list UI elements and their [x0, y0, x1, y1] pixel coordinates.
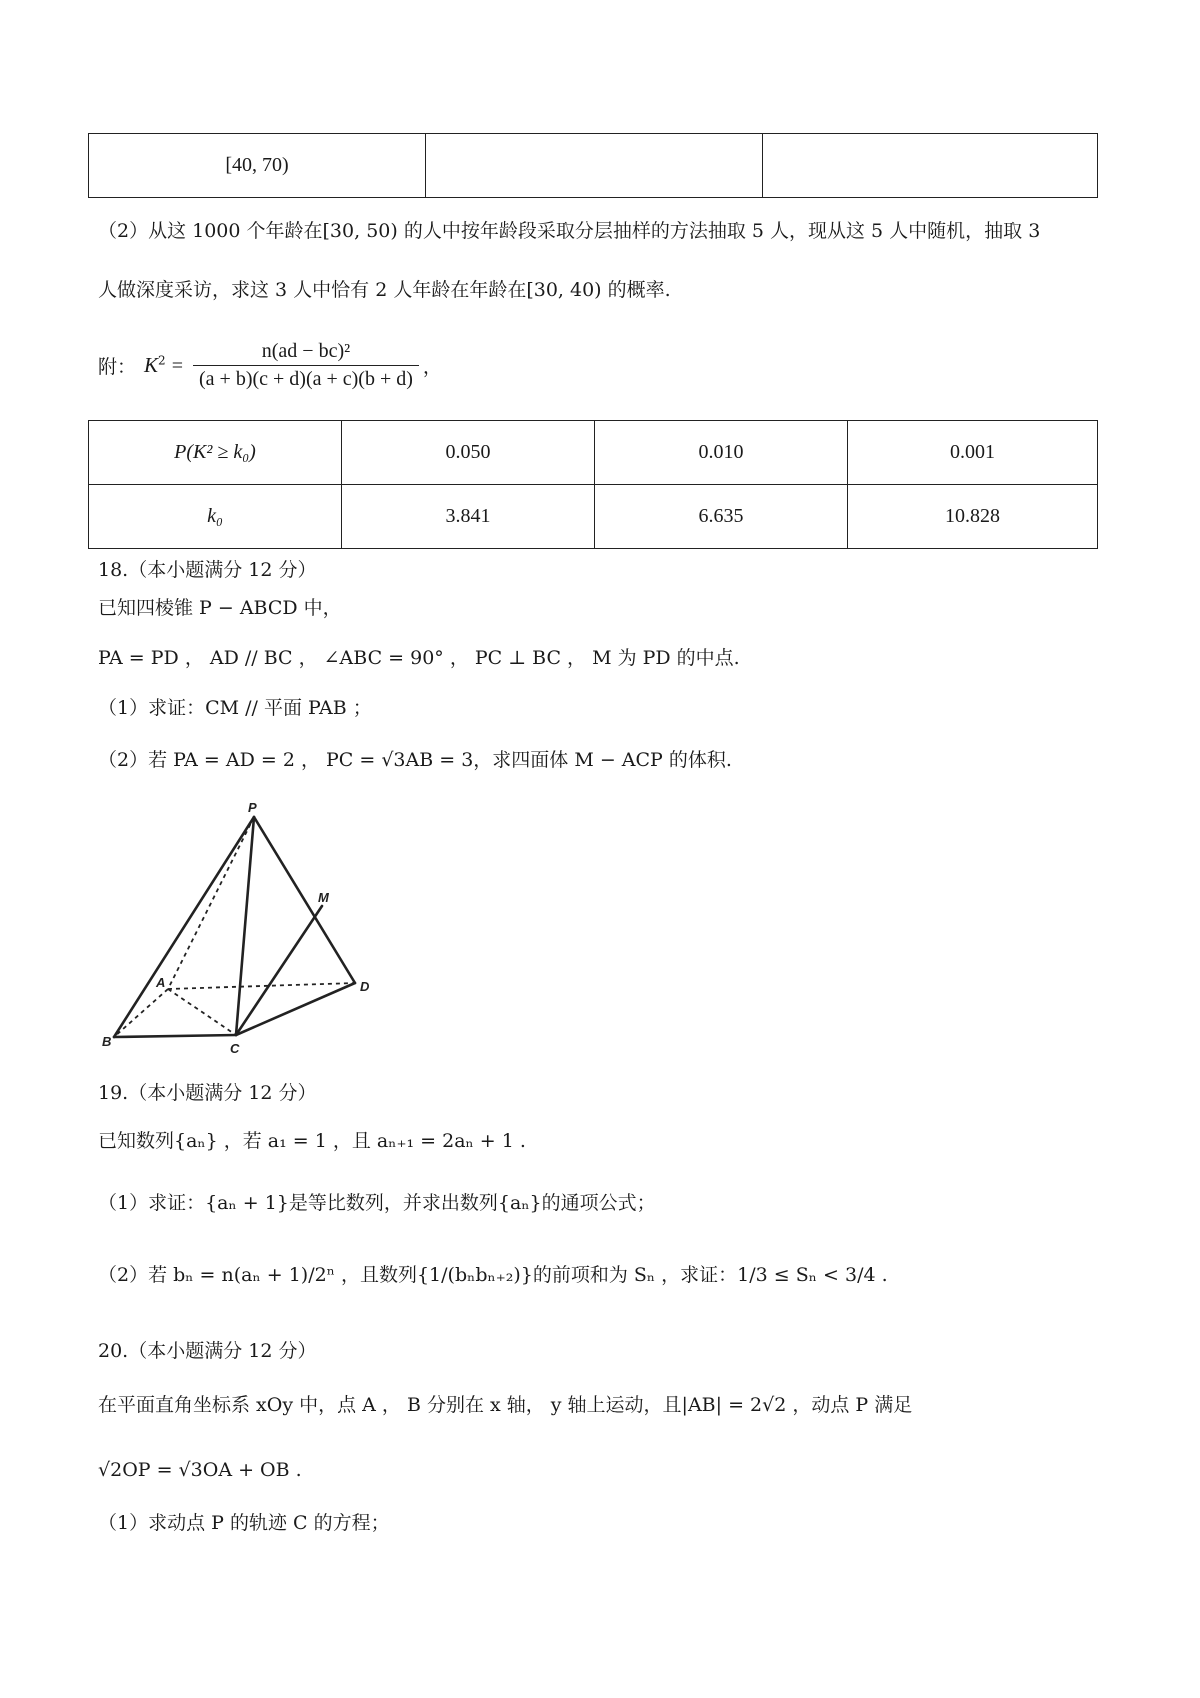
k-table-cell: 0.001 — [848, 421, 1098, 485]
edge-PC — [236, 817, 254, 1035]
chi-square-table — [88, 420, 1098, 549]
k-table-row2-label: k₀ — [89, 485, 342, 549]
q18-conditions: PA = PD ， AD // BC ， ∠ABC = 90° ， PC ⊥ BC ， M 为 PD 的中点. — [98, 647, 740, 669]
age-table-empty-cell — [426, 134, 763, 198]
q18-part1: （1）求证：CM // 平面 PAB ； — [98, 697, 372, 719]
q19-intro: 已知数列{aₙ} ，若 a₁ = 1 ，且 aₙ₊₁ = 2aₙ + 1 . — [98, 1130, 526, 1152]
pyramid-figure — [100, 795, 390, 1055]
label-P: P — [248, 800, 257, 815]
q19-part2: （2）若 bₙ = n(aₙ + 1)/2ⁿ ，且数列{1/(bₙbₙ₊₂)}的前项和为 Sₙ ，求证：1/3 ≤ Sₙ < 3/4 . — [98, 1264, 888, 1286]
k-table-cell: 0.050 — [342, 421, 595, 485]
edge-PB — [114, 817, 254, 1037]
q19-part1: （1）求证：{aₙ + 1}是等比数列，并求出数列{aₙ}的通项公式； — [98, 1192, 656, 1214]
q20-intro: 在平面直角坐标系 xOy 中，点 A ， B 分别在 x 轴， y 轴上运动，且|AB| = 2√2 ，动点 P 满足 — [98, 1394, 913, 1416]
q18-header: 18.（本小题满分 12 分） — [98, 559, 317, 581]
age-table-empty-cell — [763, 134, 1098, 198]
q20-header: 20.（本小题满分 12 分） — [98, 1340, 317, 1362]
appendix-prefix: 附： — [98, 356, 137, 378]
k-table-cell: 0.010 — [595, 421, 848, 485]
appendix-suffix: ， — [422, 356, 442, 378]
label-A: A — [156, 975, 166, 990]
label-C: C — [230, 1041, 240, 1055]
age-table-fragment — [88, 133, 1098, 198]
age-range-cell: [40, 70) — [89, 134, 426, 198]
q20-vector-eq: √2OP = √3OA + OB . — [98, 1459, 302, 1481]
edge-PD — [254, 817, 355, 983]
edge-AD — [168, 983, 355, 989]
q18-part2: （2）若 PA = AD = 2 ， PC = √3AB = 3，求四面体 M − ACP 的体积. — [98, 749, 732, 771]
label-B: B — [102, 1034, 112, 1049]
q17-part2-line1: （2）从这 1000 个年龄在[30, 50) 的人中按年龄段采取分层抽样的方法抽取 5 人，现从这 5 人中随机，抽取 3 — [98, 220, 1041, 242]
k2-numerator: n(ad − bc)² — [261, 340, 351, 362]
q19-header: 19.（本小题满分 12 分） — [98, 1082, 317, 1104]
label-D: D — [360, 979, 370, 994]
q17-part2-line2: 人做深度采访，求这 3 人中恰有 2 人年龄在年龄在[30, 40) 的概率. — [98, 279, 671, 301]
appendix-formula: 附： $K^2$ = $\frac{\text{n(ad − bc)²}}{(a + b)(c + d)(a + c)(b + d)}$ ， — [98, 340, 442, 390]
label-M: M — [318, 890, 329, 905]
k-table-cell: 3.841 — [342, 485, 595, 549]
k-table-row1-label: P(K² ≥ k₀) — [89, 421, 342, 485]
q20-part1: （1）求动点 P 的轨迹 C 的方程； — [98, 1512, 390, 1534]
edge-AC — [168, 989, 236, 1035]
edge-BC — [114, 1035, 236, 1037]
q18-intro: 已知四棱锥 P − ABCD 中， — [98, 597, 342, 619]
k-table-cell: 6.635 — [595, 485, 848, 549]
k-table-cell: 10.828 — [848, 485, 1098, 549]
k2-denominator: (a + b)(c + d)(a + c)(b + d) — [193, 365, 419, 391]
